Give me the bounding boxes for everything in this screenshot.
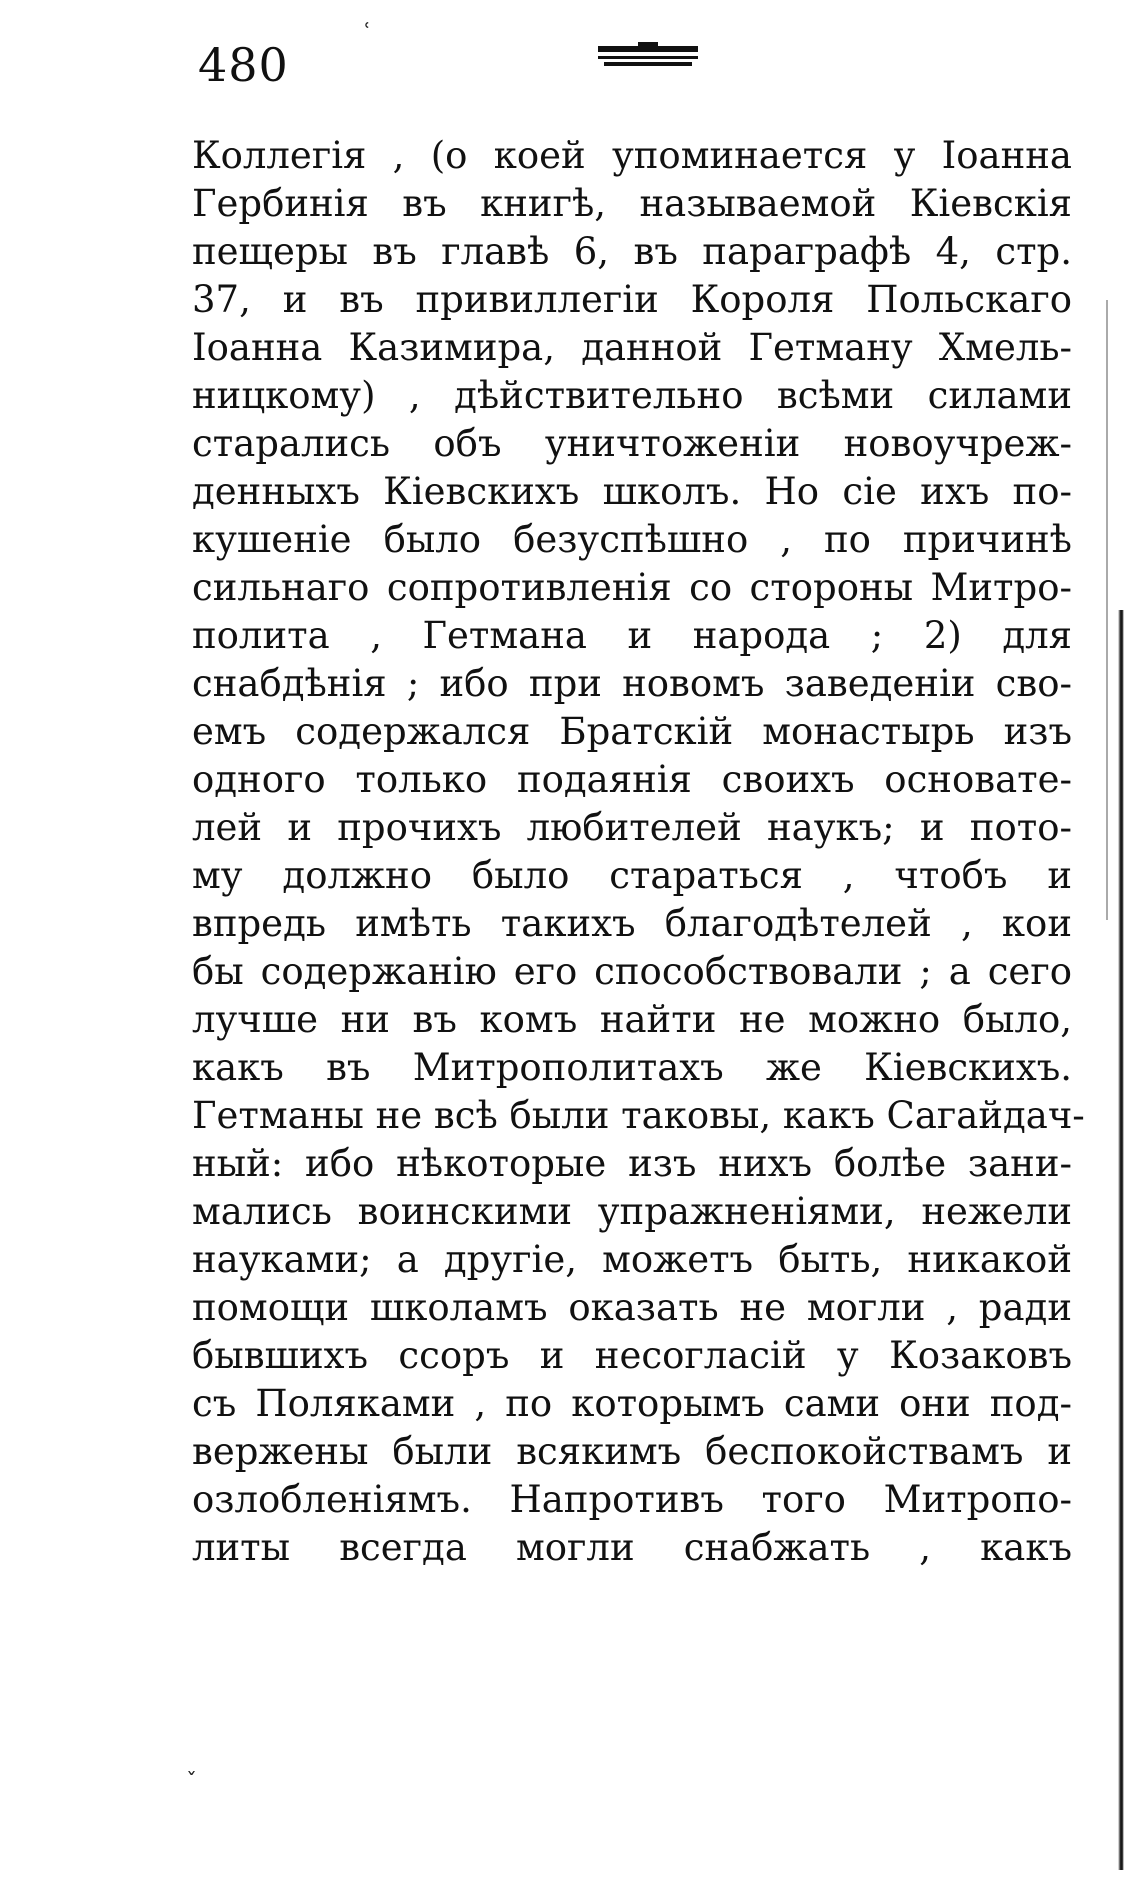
text-line-22: ный: ибо нѣкоторые изъ нихъ болѣе зани- bbox=[192, 1142, 1072, 1185]
ink-speck-mark: ˇ bbox=[186, 1770, 197, 1795]
text-line-11: полита , Гетмана и народа ; 2) для bbox=[192, 614, 1072, 657]
text-line-28: вержены были всякимъ беспокойствамъ и bbox=[192, 1430, 1072, 1473]
text-line-14: одного только подаянія своихъ основате- bbox=[192, 758, 1072, 801]
text-line-12: снабдѣнія ; ибо при новомъ заведеніи сво- bbox=[192, 662, 1072, 705]
body-text bbox=[192, 132, 1085, 1572]
text-line-13: емъ содержался Братскій монастырь изъ bbox=[192, 710, 1072, 753]
text-line-6: ницкому) , дѣйствительно всѣми силами bbox=[192, 374, 1072, 417]
text-line-17: впредь имѣть такихъ благодѣтелей , кои bbox=[192, 902, 1072, 945]
text-line-29: озлобленіямъ. Напротивъ того Митропо- bbox=[192, 1478, 1072, 1521]
text-line-16: му должно было стараться , чтобъ и bbox=[192, 854, 1072, 897]
text-line-3: пещеры въ главѣ 6, въ параграфѣ 4, стр. bbox=[192, 230, 1072, 273]
text-line-19: лучше ни въ комъ найти не можно было, bbox=[192, 998, 1072, 1041]
text-line-20: какъ въ Митрополитахъ же Кіевскихъ. bbox=[192, 1046, 1072, 1089]
page-number: 480 bbox=[198, 38, 289, 92]
text-line-7: старались объ уничтоженіи новоучреж- bbox=[192, 422, 1072, 465]
text-line-15: лей и прочихъ любителей наукъ; и пото- bbox=[192, 806, 1072, 849]
text-line-30: литы всегда могли снабжать , какъ bbox=[192, 1526, 1072, 1569]
text-line-25: помощи школамъ оказать не могли , ради bbox=[192, 1286, 1072, 1329]
text-line-4: 37, и въ привиллегіи Короля Польскаго bbox=[192, 278, 1072, 321]
text-line-18: бы содержанію его способствовали ; а сего bbox=[192, 950, 1072, 993]
text-line-2: Гербинія въ книгѣ, называемой Кіевскія bbox=[192, 182, 1072, 225]
text-line-24: науками; а другіе, можетъ быть, никакой bbox=[192, 1238, 1072, 1281]
text-line-5: Іоанна Казимира, данной Гетману Хмель- bbox=[192, 326, 1072, 369]
text-line-8: денныхъ Кіевскихъ школъ. Но сіе ихъ по- bbox=[192, 470, 1072, 513]
text-line-21: Гетманы не всѣ были таковы, какъ Сагайдач- bbox=[192, 1094, 1085, 1137]
text-line-9: кушеніе было безуспѣшно , по причинѣ bbox=[192, 518, 1072, 561]
text-line-26: бывшихъ ссоръ и несогласій у Козаковъ bbox=[192, 1334, 1072, 1377]
text-line-1: Коллегія , (о коей упоминается у Іоанна bbox=[192, 134, 1072, 177]
page-edge-shadow bbox=[1106, 300, 1108, 920]
text-line-10: сильнаго сопротивленія со стороны Митро- bbox=[192, 566, 1072, 609]
text-line-27: съ Поляками , по которымъ сами они под- bbox=[192, 1382, 1072, 1425]
page-binding-edge bbox=[1118, 610, 1124, 1870]
ink-speck-mark: ʿ bbox=[364, 20, 371, 45]
header-ornament bbox=[598, 42, 698, 70]
text-line-23: мались воинскими упражненіями, нежели bbox=[192, 1190, 1072, 1233]
